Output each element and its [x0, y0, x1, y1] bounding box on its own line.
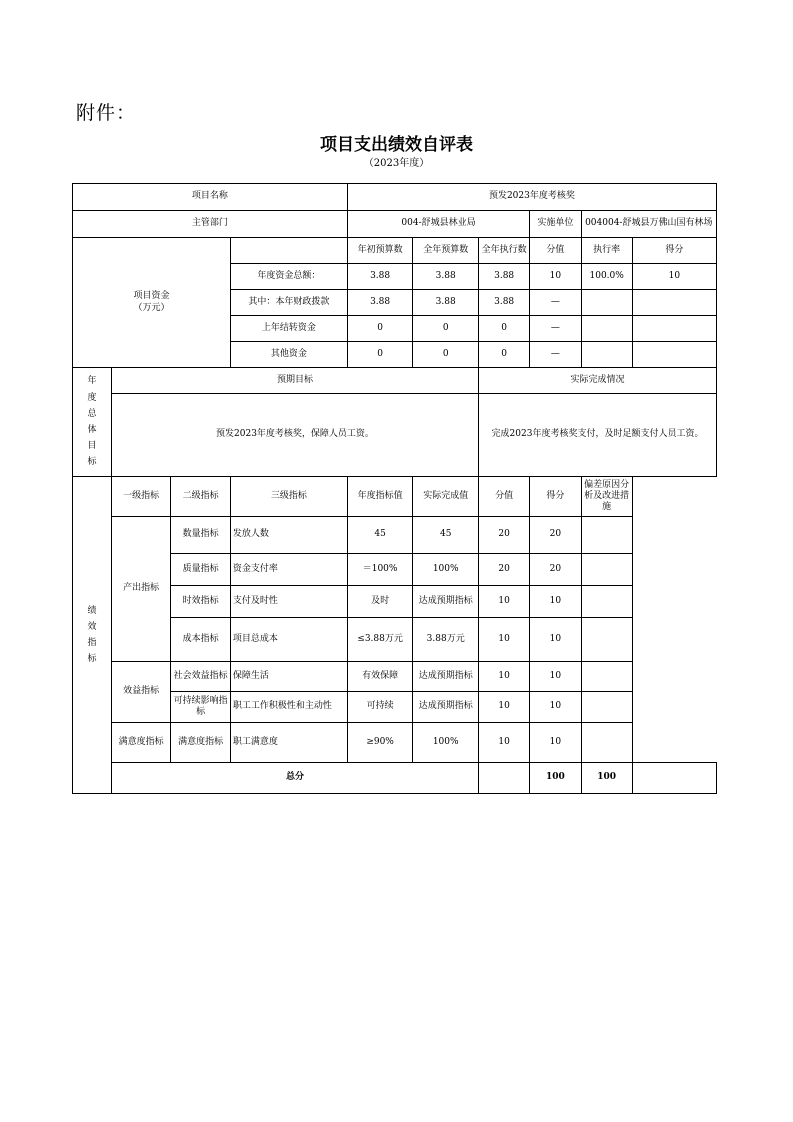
indicator-target: 及时 [347, 586, 413, 618]
funds-cell: 3.88 [347, 264, 413, 290]
indicator-actual: 达成预期指标 [413, 692, 479, 723]
indicator-l3: 发放人数 [230, 517, 347, 554]
expected-goal-label: 预期目标 [111, 368, 478, 394]
funds-header: 得分 [632, 238, 716, 264]
funds-cell: 100.0% [581, 264, 632, 290]
funds-cell: 0 [479, 342, 530, 368]
indicator-actual: 45 [413, 517, 479, 554]
indicator-reason [581, 517, 632, 554]
dept-value: 004-舒城县林业局 [347, 211, 529, 238]
funds-cell [581, 316, 632, 342]
funds-cell [632, 290, 716, 316]
funds-cell: 3.88 [479, 264, 530, 290]
funds-cell: 3.88 [413, 290, 479, 316]
indicator-l2: 质量指标 [171, 554, 230, 586]
indicators-label: 绩效指标 [73, 477, 112, 794]
funds-cell: 0 [479, 316, 530, 342]
indicator-score-value: 20 [479, 517, 530, 554]
indicator-l2: 社会效益指标 [171, 662, 230, 692]
indicator-score: 20 [530, 554, 581, 586]
indicator-actual: 3.88万元 [413, 618, 479, 662]
indicator-l2: 数量指标 [171, 517, 230, 554]
project-name: 预发2023年度考核奖 [347, 184, 716, 211]
funds-cell [581, 342, 632, 368]
funds-header: 执行率 [581, 238, 632, 264]
indicator-header: 偏差原因分析及改进措施 [581, 477, 632, 517]
funds-cell: 10 [632, 264, 716, 290]
indicator-l3: 资金支付率 [230, 554, 347, 586]
indicator-l2: 可持续影响指标 [171, 692, 230, 723]
funds-header-blank [230, 238, 347, 264]
indicator-l2: 成本指标 [171, 618, 230, 662]
indicator-score-value: 10 [479, 618, 530, 662]
total-score-value: 100 [530, 763, 581, 794]
benefit-indicator-label: 效益指标 [111, 662, 170, 723]
unit-label: 实施单位 [530, 211, 581, 238]
indicator-actual: 达成预期指标 [413, 586, 479, 618]
indicator-l3: 职工工作积极性和主动性 [230, 692, 347, 723]
indicator-header: 实际完成值 [413, 477, 479, 517]
indicator-l3: 保障生活 [230, 662, 347, 692]
goals-label: 年度总体目标 [73, 368, 112, 477]
funds-header: 全年执行数 [479, 238, 530, 264]
total-score: 100 [581, 763, 632, 794]
indicator-score-value: 10 [479, 692, 530, 723]
indicator-reason [581, 662, 632, 692]
indicator-header: 二级指标 [171, 477, 230, 517]
indicator-header: 分值 [479, 477, 530, 517]
funds-cell: — [530, 342, 581, 368]
unit-value: 004004-舒城县万佛山国有林场 [581, 211, 716, 238]
indicator-actual: 100% [413, 554, 479, 586]
funds-header: 全年预算数 [413, 238, 479, 264]
self-evaluation-table [72, 183, 717, 794]
indicator-header: 一级指标 [111, 477, 170, 517]
indicator-score: 10 [530, 586, 581, 618]
indicator-reason [581, 586, 632, 618]
funds-cell: 0 [413, 342, 479, 368]
indicator-score-value: 10 [479, 586, 530, 618]
indicator-actual: 达成预期指标 [413, 662, 479, 692]
total-label: 总分 [111, 763, 478, 794]
indicator-reason [581, 723, 632, 763]
indicator-reason [581, 618, 632, 662]
indicator-header: 得分 [530, 477, 581, 517]
funds-row-label: 年度资金总额： [230, 264, 347, 290]
indicator-target: 可持续 [347, 692, 413, 723]
satisfaction-indicator-label: 满意度指标 [111, 723, 170, 763]
indicator-target: ≥90% [347, 723, 413, 763]
funds-cell: 0 [347, 316, 413, 342]
dept-label: 主管部门 [73, 211, 348, 238]
funds-cell: 3.88 [347, 290, 413, 316]
indicator-l2: 时效指标 [171, 586, 230, 618]
output-indicator-label: 产出指标 [111, 517, 170, 662]
funds-cell: 3.88 [479, 290, 530, 316]
funds-cell: — [530, 290, 581, 316]
total-blank [479, 763, 530, 794]
indicator-target: 45 [347, 517, 413, 554]
funds-label: 项目资金 （万元） [73, 238, 231, 368]
indicator-score: 10 [530, 662, 581, 692]
funds-header: 分值 [530, 238, 581, 264]
indicator-score: 10 [530, 723, 581, 763]
indicator-reason [581, 692, 632, 723]
indicator-target: ＝100% [347, 554, 413, 586]
funds-cell: 0 [413, 316, 479, 342]
project-name-label: 项目名称 [73, 184, 348, 211]
page-title: 项目支出绩效自评表 [320, 135, 473, 155]
indicator-header: 年度指标值 [347, 477, 413, 517]
funds-cell [581, 290, 632, 316]
funds-row-label: 上年结转资金 [230, 316, 347, 342]
funds-cell: — [530, 316, 581, 342]
funds-header: 年初预算数 [347, 238, 413, 264]
expected-goal: 预发2023年度考核奖，保障人员工资。 [111, 394, 478, 477]
indicator-header: 三级指标 [230, 477, 347, 517]
funds-row-label: 其他资金 [230, 342, 347, 368]
funds-row-label: 其中：本年财政拨款 [230, 290, 347, 316]
indicator-reason [581, 554, 632, 586]
funds-cell [632, 342, 716, 368]
funds-cell: 0 [347, 342, 413, 368]
funds-cell [632, 316, 716, 342]
funds-cell: 10 [530, 264, 581, 290]
indicator-l3: 职工满意度 [230, 723, 347, 763]
indicator-score-value: 20 [479, 554, 530, 586]
indicator-score-value: 10 [479, 662, 530, 692]
actual-goal-label: 实际完成情况 [479, 368, 717, 394]
indicator-score: 10 [530, 618, 581, 662]
indicator-l3: 项目总成本 [230, 618, 347, 662]
indicator-target: 有效保障 [347, 662, 413, 692]
actual-goal: 完成2023年度考核奖支付，及时足额支付人员工资。 [479, 394, 717, 477]
indicator-target: ≤3.88万元 [347, 618, 413, 662]
indicator-l3: 支付及时性 [230, 586, 347, 618]
funds-cell: 3.88 [413, 264, 479, 290]
attachment-label: 附件： [76, 102, 137, 124]
indicator-score: 20 [530, 517, 581, 554]
indicator-score: 10 [530, 692, 581, 723]
indicator-score-value: 10 [479, 723, 530, 763]
indicator-l2: 满意度指标 [171, 723, 230, 763]
indicator-actual: 100% [413, 723, 479, 763]
total-reason [632, 763, 716, 794]
report-year: （2023年度） [363, 158, 430, 169]
